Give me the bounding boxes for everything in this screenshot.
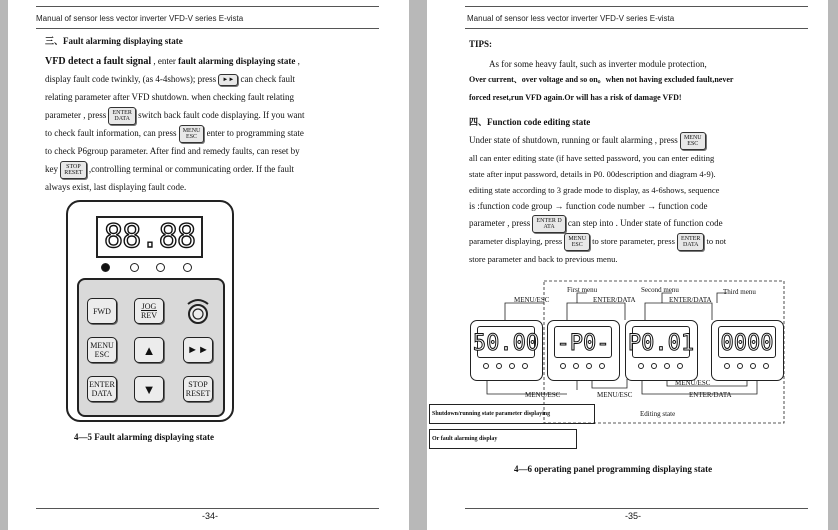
label-menu-esc: MENU/ESC xyxy=(514,296,550,304)
paragraph-line: store parameter and back to previous menu. xyxy=(469,254,618,264)
svg-text:P0.01: P0.01 xyxy=(627,331,695,356)
led-indicator xyxy=(638,363,644,369)
figure-caption: 4—6 operating panel programming displaying state xyxy=(514,464,713,474)
svg-text:0000: 0000 xyxy=(720,331,774,356)
enter-data-key-icon: ENTER DATA xyxy=(108,107,135,125)
svg-text:-P0-: -P0- xyxy=(556,331,610,356)
led-indicator xyxy=(573,363,579,369)
label-menu-esc: MENU/ESC xyxy=(597,391,633,399)
menu-esc-key-icon: MENU ESC xyxy=(179,125,205,143)
paragraph-line: parameter , press ENTER D ATA can step into . Under state of function code xyxy=(469,214,723,233)
potentiometer-knob-icon[interactable] xyxy=(183,296,213,331)
lcd-digits xyxy=(627,330,695,356)
forward-arrows-icon: ►► xyxy=(187,343,209,356)
paragraph-line: to check fault information, can press MENU ESC enter to programming state xyxy=(45,124,304,143)
menu-esc-button[interactable]: MENU ESC xyxy=(87,337,117,363)
display-panel xyxy=(625,320,698,381)
label-second-menu: Second menu xyxy=(641,286,679,294)
led-indicator xyxy=(586,363,592,369)
legend-box: Or fault alarming display xyxy=(429,429,577,449)
enter-data-key-icon: ENTER DATA xyxy=(677,233,704,251)
label-editing-state: Editing state xyxy=(640,410,676,418)
shift-button[interactable] xyxy=(183,337,213,363)
display-panel xyxy=(711,320,784,381)
keypad xyxy=(77,278,225,417)
jog-rev-button[interactable]: JOG $\overline{REV}$ xyxy=(134,298,164,324)
led-indicator xyxy=(750,363,756,369)
page-number: -34- xyxy=(201,511,218,521)
led-indicator xyxy=(724,363,730,369)
keypad-panel xyxy=(66,200,234,422)
up-button[interactable] xyxy=(134,337,164,363)
lcd-digits xyxy=(472,330,540,356)
tips-text: As for some heavy fault, such as inverter module protection, xyxy=(489,59,707,69)
tips-text: forced reset,run VFD again.Or will has a risk of damage VFD! xyxy=(469,93,682,102)
page-34 xyxy=(8,0,409,530)
footer-rule xyxy=(465,508,808,509)
label-third-menu: Third menu xyxy=(723,288,756,296)
led-indicator xyxy=(509,363,515,369)
paragraph-line: is :function code group → function code number → function code xyxy=(469,201,708,211)
enter-data-button[interactable]: ENTER DATA xyxy=(87,376,117,402)
figure-caption: 4—5 Fault alarming displaying state xyxy=(74,432,215,442)
led-indicator xyxy=(664,363,670,369)
page-35 xyxy=(427,0,828,530)
led-indicator xyxy=(599,363,605,369)
lcd-display xyxy=(96,216,203,258)
label-first-menu: First menu xyxy=(567,286,598,294)
tips-label: TIPS: xyxy=(469,39,493,49)
paragraph-line: parameter , press ENTER DATA switch back fault code displaying. If you want xyxy=(45,106,305,125)
paragraph-line: all can enter editing state (if have setted password, you can enter editing xyxy=(469,153,715,163)
menu-esc-key-icon: MENU ESC xyxy=(564,233,590,251)
menu-esc-key-icon: MENU ESC xyxy=(680,132,706,150)
stop-reset-key-icon: STOP RESET xyxy=(60,161,86,179)
lcd-value: 88.88 xyxy=(103,217,196,255)
running-header: Manual of sensor less vector inverter VFD-V series E-vista xyxy=(36,14,244,23)
paragraph-line: Under state of shutdown, running or fault alarming , press MENU ESC xyxy=(469,131,706,150)
led-indicator xyxy=(483,363,489,369)
page-number: -35- xyxy=(624,511,641,521)
led-indicator xyxy=(522,363,528,369)
led-indicator xyxy=(130,263,139,272)
paragraph-line: to check P6group parameter. After find and remedy faults, can reset by xyxy=(45,146,300,156)
tips-text: Over current、over voltage and so on。when not having excluded fault,never xyxy=(469,75,734,84)
led-indicator xyxy=(496,363,502,369)
paragraph-line: state after input password, details in P0. 00description and diagram 4-9). xyxy=(469,169,716,179)
paragraph-line: always exist, last displaying fault code. xyxy=(45,182,187,192)
paragraph-line: key STOP RESET ,controlling terminal or communicating order. If the fault xyxy=(45,160,294,179)
led-indicator xyxy=(737,363,743,369)
label-enter-data: ENTER/DATA xyxy=(593,296,636,304)
header-rule xyxy=(36,28,379,29)
led-indicator xyxy=(101,263,110,272)
paragraph-line: relating parameter after VFD shutdown. when checking fault relating xyxy=(45,92,294,102)
led-indicator xyxy=(651,363,657,369)
diagram-lines xyxy=(427,0,828,530)
led-indicator xyxy=(560,363,566,369)
display-panel xyxy=(547,320,620,381)
enter-data-key-icon: ENTER D ATA xyxy=(532,215,565,233)
paragraph-line: VFD detect a fault signal , enter fault alarming displaying state , xyxy=(45,56,300,67)
fwd-button[interactable]: FWD xyxy=(87,298,117,324)
led-indicator xyxy=(677,363,683,369)
lcd-digits xyxy=(558,330,608,354)
display-panel xyxy=(470,320,543,381)
down-button[interactable] xyxy=(134,376,164,402)
up-arrow-icon: ▲ xyxy=(142,342,156,358)
led-indicator xyxy=(156,263,165,272)
label-enter-data: ENTER/DATA xyxy=(689,391,732,399)
led-indicator xyxy=(183,263,192,272)
lcd-digits xyxy=(722,330,772,354)
forward-key-icon: ►► xyxy=(218,74,238,86)
paragraph-line: editing state according to 3 grade mode to display, as 4-6shows, sequence xyxy=(469,185,720,195)
header-rule xyxy=(36,6,379,7)
label-enter-data: ENTER/DATA xyxy=(669,296,712,304)
paragraph-line: parameter displaying, press MENU ESC to store parameter, press ENTER DATA to not xyxy=(469,232,726,251)
section-title: 四、Function code editing state xyxy=(469,117,591,127)
led-indicator xyxy=(763,363,769,369)
paragraph-line: display fault code twinkly, (as 4-4shows); press ►► can check fault xyxy=(45,74,295,84)
section-title: 三、Fault alarming displaying state xyxy=(45,36,183,46)
label-menu-esc: MENU/ESC xyxy=(525,391,561,399)
footer-rule xyxy=(36,508,379,509)
running-header: Manual of sensor less vector inverter VFD-V series E-vista xyxy=(467,14,675,23)
legend-box: Shutdown/running state parameter displaying xyxy=(429,404,595,424)
label-menu-esc: MENU/ESC xyxy=(675,379,711,387)
svg-text:50.00: 50.00 xyxy=(472,331,540,356)
down-arrow-icon: ▼ xyxy=(142,381,156,397)
stop-reset-button[interactable]: STOP RESET xyxy=(183,376,213,402)
